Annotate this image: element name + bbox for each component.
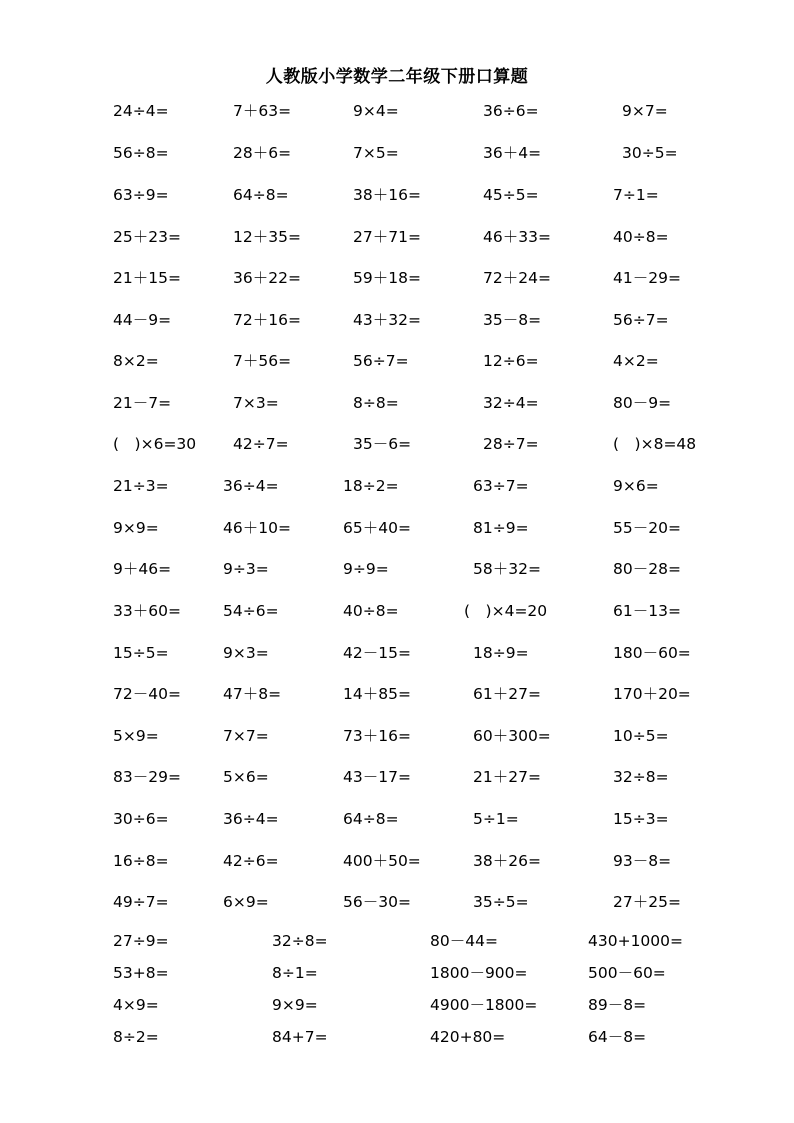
exercise-item: 49÷7= bbox=[113, 893, 169, 911]
exercise-item: 63÷7= bbox=[473, 477, 529, 495]
exercise-item: 9×3= bbox=[223, 644, 269, 662]
exercise-item: 80－28= bbox=[613, 560, 681, 578]
exercise-item: 35－6= bbox=[353, 435, 412, 453]
exercise-item: 7×5= bbox=[353, 144, 399, 162]
exercise-item: 9×9= bbox=[272, 996, 318, 1014]
exercise-item: 81÷9= bbox=[473, 519, 529, 537]
exercise-item: 64÷8= bbox=[233, 186, 289, 204]
exercise-item: 18÷9= bbox=[473, 644, 529, 662]
exercise-item: 80－9= bbox=[613, 394, 672, 412]
exercise-item: 28÷7= bbox=[483, 435, 539, 453]
exercise-item: 55－20= bbox=[613, 519, 681, 537]
exercise-item: 45÷5= bbox=[483, 186, 539, 204]
exercise-item: 4×9= bbox=[113, 996, 159, 1014]
exercise-item: 9×6= bbox=[613, 477, 659, 495]
exercise-item: ( )×4=20 bbox=[464, 602, 548, 620]
exercise-item: 80－44= bbox=[430, 932, 498, 950]
exercise-item: 42÷7= bbox=[233, 435, 289, 453]
exercise-item: 30÷6= bbox=[113, 810, 169, 828]
exercise-item: 7×7= bbox=[223, 727, 269, 745]
exercise-item: 41－29= bbox=[613, 269, 681, 287]
exercise-item: 9÷9= bbox=[343, 560, 389, 578]
exercise-item: 4×2= bbox=[613, 352, 659, 370]
exercise-item: 7＋63= bbox=[233, 102, 292, 120]
exercise-item: 28＋6= bbox=[233, 144, 292, 162]
exercise-item: 36÷6= bbox=[483, 102, 539, 120]
exercise-item: 42÷6= bbox=[223, 852, 279, 870]
exercise-item: 46＋10= bbox=[223, 519, 291, 537]
exercise-item: 8÷2= bbox=[113, 1028, 159, 1046]
exercise-item: 40÷8= bbox=[343, 602, 399, 620]
exercise-item: 83－29= bbox=[113, 768, 181, 786]
exercise-item: 21－7= bbox=[113, 394, 172, 412]
exercise-item: 38＋26= bbox=[473, 852, 541, 870]
exercise-item: 36÷4= bbox=[223, 477, 279, 495]
exercise-item: 32÷8= bbox=[613, 768, 669, 786]
page-title: 人教版小学数学二年级下册口算题 bbox=[265, 67, 529, 87]
exercise-item: 93－8= bbox=[613, 852, 672, 870]
exercise-item: 430+1000= bbox=[588, 932, 684, 950]
exercise-item: 54÷6= bbox=[223, 602, 279, 620]
exercise-item: 72＋16= bbox=[233, 311, 301, 329]
exercise-item: 63÷9= bbox=[113, 186, 169, 204]
exercise-item: 46＋33= bbox=[483, 228, 551, 246]
exercise-item: 400＋50= bbox=[343, 852, 421, 870]
exercise-item: 5×9= bbox=[113, 727, 159, 745]
exercise-item: 25＋23= bbox=[113, 228, 181, 246]
exercise-item: 36÷4= bbox=[223, 810, 279, 828]
exercise-item: 16÷8= bbox=[113, 852, 169, 870]
exercise-item: 43＋32= bbox=[353, 311, 421, 329]
exercise-item: 9×4= bbox=[353, 102, 399, 120]
exercise-item: 42－15= bbox=[343, 644, 411, 662]
exercise-item: 35－8= bbox=[483, 311, 542, 329]
exercise-item: 32÷4= bbox=[483, 394, 539, 412]
exercise-item: 8×2= bbox=[113, 352, 159, 370]
exercise-item: 1800－900= bbox=[430, 964, 528, 982]
exercise-item: 12÷6= bbox=[483, 352, 539, 370]
exercise-item: 84+7= bbox=[272, 1028, 328, 1046]
exercise-item: 8÷8= bbox=[353, 394, 399, 412]
exercise-item: 44－9= bbox=[113, 311, 172, 329]
exercise-item: 9×7= bbox=[622, 102, 668, 120]
exercise-item: 36＋22= bbox=[233, 269, 301, 287]
exercise-item: 72－40= bbox=[113, 685, 181, 703]
exercise-item: 65＋40= bbox=[343, 519, 411, 537]
exercise-item: 21＋15= bbox=[113, 269, 181, 287]
exercise-item: 8÷1= bbox=[272, 964, 318, 982]
exercise-item: 64－8= bbox=[588, 1028, 647, 1046]
exercise-item: 9÷3= bbox=[223, 560, 269, 578]
exercise-item: 61－13= bbox=[613, 602, 681, 620]
exercise-item: 420+80= bbox=[430, 1028, 506, 1046]
exercise-item: 170＋20= bbox=[613, 685, 691, 703]
exercise-item: ( )×6=30 bbox=[113, 435, 197, 453]
exercise-item: 61＋27= bbox=[473, 685, 541, 703]
exercise-item: 10÷5= bbox=[613, 727, 669, 745]
exercise-item: 89－8= bbox=[588, 996, 647, 1014]
exercise-item: 27÷9= bbox=[113, 932, 169, 950]
exercise-item: 180－60= bbox=[613, 644, 691, 662]
exercise-item: 56÷7= bbox=[613, 311, 669, 329]
exercise-item: 500－60= bbox=[588, 964, 666, 982]
exercise-item: 27＋25= bbox=[613, 893, 681, 911]
exercise-item: 5÷1= bbox=[473, 810, 519, 828]
exercise-item: 15÷5= bbox=[113, 644, 169, 662]
exercise-item: 24÷4= bbox=[113, 102, 169, 120]
exercise-item: 14＋85= bbox=[343, 685, 411, 703]
exercise-item: 7÷1= bbox=[613, 186, 659, 204]
exercise-item: 9×9= bbox=[113, 519, 159, 537]
exercise-item: 6×9= bbox=[223, 893, 269, 911]
exercise-item: 21÷3= bbox=[113, 477, 169, 495]
exercise-item: 4900－1800= bbox=[430, 996, 538, 1014]
exercise-item: 36＋4= bbox=[483, 144, 542, 162]
exercise-item: 27＋71= bbox=[353, 228, 421, 246]
exercise-item: 73＋16= bbox=[343, 727, 411, 745]
exercise-item: 53+8= bbox=[113, 964, 169, 982]
exercise-item: 59＋18= bbox=[353, 269, 421, 287]
exercise-item: 7×3= bbox=[233, 394, 279, 412]
exercise-item: ( )×8=48 bbox=[613, 435, 697, 453]
exercise-item: 35÷5= bbox=[473, 893, 529, 911]
exercise-item: 58＋32= bbox=[473, 560, 541, 578]
exercise-item: 56－30= bbox=[343, 893, 411, 911]
exercise-item: 9＋46= bbox=[113, 560, 172, 578]
exercise-item: 7＋56= bbox=[233, 352, 292, 370]
exercise-item: 47＋8= bbox=[223, 685, 282, 703]
exercise-item: 33＋60= bbox=[113, 602, 181, 620]
exercise-item: 38＋16= bbox=[353, 186, 421, 204]
exercise-item: 5×6= bbox=[223, 768, 269, 786]
exercise-item: 32÷8= bbox=[272, 932, 328, 950]
exercise-item: 43－17= bbox=[343, 768, 411, 786]
exercise-item: 21＋27= bbox=[473, 768, 541, 786]
exercise-item: 15÷3= bbox=[613, 810, 669, 828]
exercise-item: 30÷5= bbox=[622, 144, 678, 162]
exercise-item: 72＋24= bbox=[483, 269, 551, 287]
exercise-item: 56÷7= bbox=[353, 352, 409, 370]
exercise-item: 56÷8= bbox=[113, 144, 169, 162]
exercise-item: 18÷2= bbox=[343, 477, 399, 495]
exercise-item: 40÷8= bbox=[613, 228, 669, 246]
exercise-item: 12＋35= bbox=[233, 228, 301, 246]
exercise-item: 60＋300= bbox=[473, 727, 551, 745]
exercise-item: 64÷8= bbox=[343, 810, 399, 828]
